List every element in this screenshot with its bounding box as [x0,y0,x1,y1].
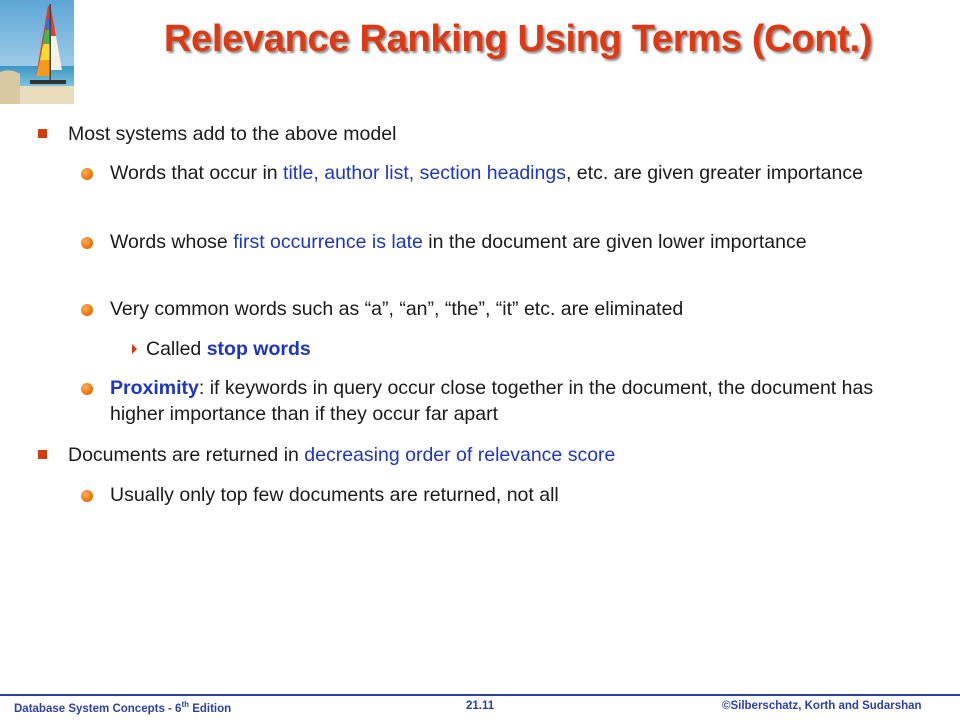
text: Words that occur in [110,162,284,184]
highlight-text: Proximity [110,377,199,399]
text: Edition [189,702,232,715]
highlight-text: first occurrence is late [233,231,423,253]
footer-divider [0,694,960,696]
round-bullet-icon [81,237,93,249]
square-bullet-icon [38,450,47,459]
text: th [181,700,190,709]
round-bullet-icon [81,304,93,316]
page-title: Relevance Ranking Using Terms (Cont.) [163,18,873,60]
sailboat-logo [0,0,74,104]
highlight-text: title, author list, section headings [283,162,566,184]
bullet-title-author [110,160,900,186]
text: : if keywords in query occur close together in the document, the document has higher importance than if they occur far apart [110,377,874,425]
highlight-text: decreasing order of relevance score [304,444,616,466]
bullet-first-occurrence [110,229,900,255]
footer-book-title [14,700,231,715]
text: Database System Concepts - 6 [14,702,182,715]
highlight-text: stop words [206,338,311,360]
bullet-top-few: Usually only top few documents are returned, not all [110,484,559,506]
bullet-proximity [110,375,900,427]
bullet-common-words: Very common words such as “a”, “an”, “the”, “it” etc. are eliminated [110,298,684,320]
text: Words whose [110,231,234,253]
text: , etc. are given greater importance [565,162,863,184]
bullet-stop-words [146,336,906,362]
sailboat-icon [0,0,74,104]
round-bullet-icon [81,168,93,180]
round-bullet-icon [81,383,93,395]
text: Documents are returned in [68,444,305,466]
bullet-most-systems: Most systems add to the above model [68,123,397,145]
footer-copyright: ©Silberschatz, Korth and Sudarshan [722,700,922,712]
bullet-documents-returned [68,442,928,468]
text: Called [146,338,207,360]
footer-page-number: 21.11 [466,700,495,712]
square-bullet-icon [38,129,47,138]
round-bullet-icon [81,490,93,502]
text: in the document are given lower importance [422,231,807,253]
triangle-bullet-icon [132,344,137,354]
